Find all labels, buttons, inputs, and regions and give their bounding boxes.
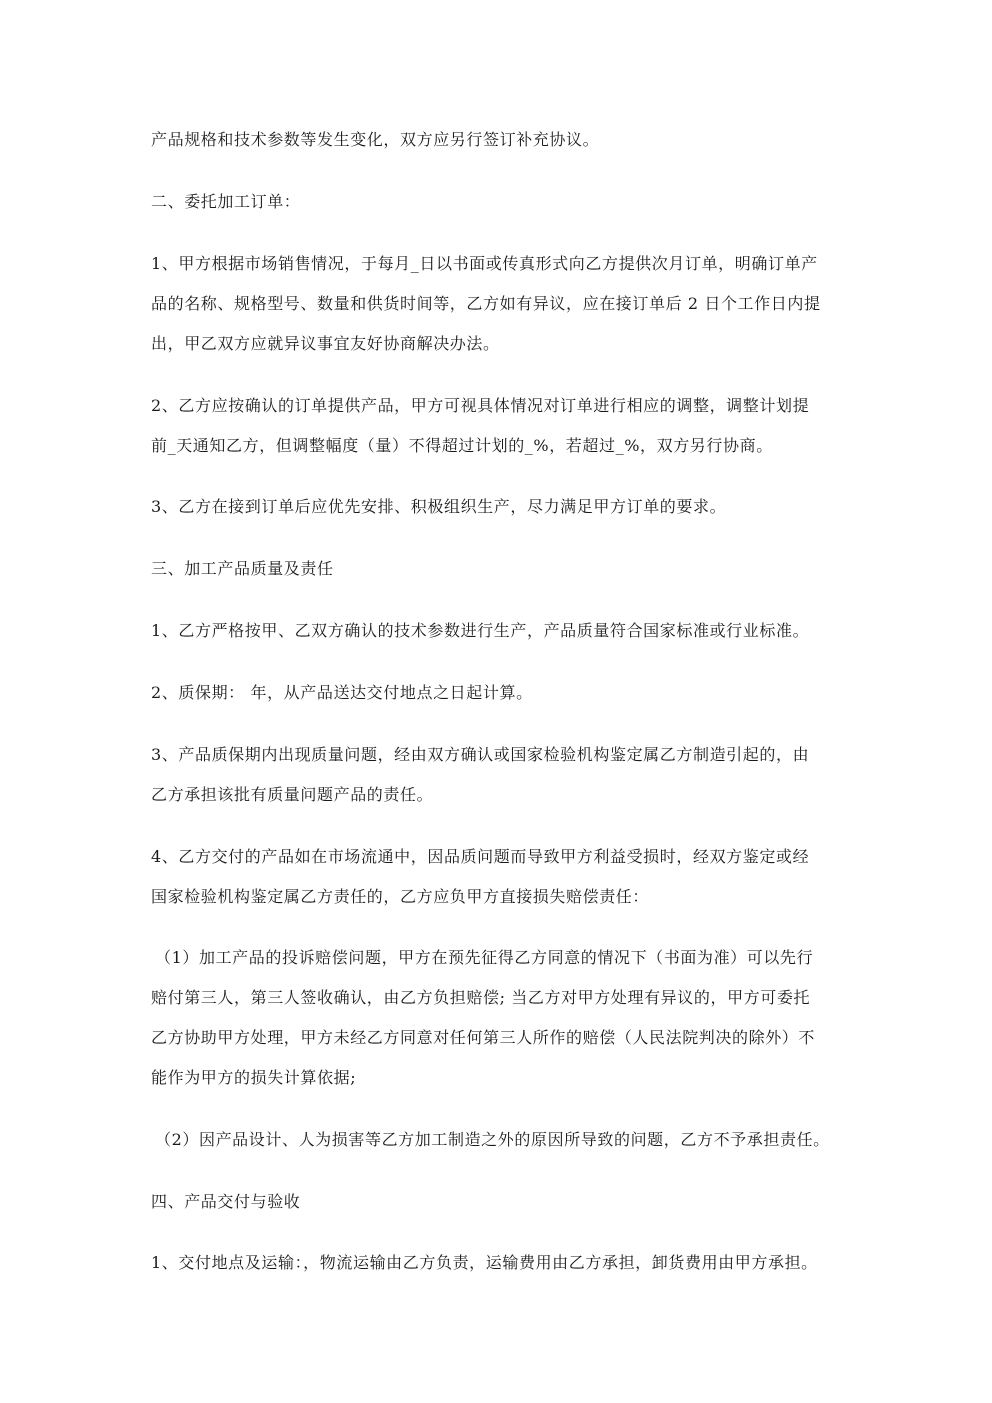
text-line: 3、产品质保期内出现质量问题，经由双方确认或国家检验机构鉴定属乙方制造引起的，由 bbox=[151, 745, 810, 764]
text-line: 4、乙方交付的产品如在市场流通中，因品质问题而导致甲方利益受损时，经双方鉴定或经 bbox=[151, 847, 810, 866]
text-line: （1）加工产品的投诉赔偿问题，甲方在预先征得乙方同意的情况下（书面为准）可以先行 bbox=[155, 948, 814, 967]
text-line: 1、交付地点及运输：，物流运输由乙方负责，运输费用由乙方承担，卸货费用由甲方承担。 bbox=[151, 1253, 818, 1272]
section-heading: 三、加工产品质量及责任 bbox=[151, 559, 334, 578]
section-heading: 四、产品交付与验收 bbox=[151, 1192, 301, 1211]
text-line: 3、乙方在接到订单后应优先安排、积极组织生产，尽力满足甲方订单的要求。 bbox=[151, 497, 727, 516]
text-line: （2）因产品设计、人为损害等乙方加工制造之外的原因所导致的问题，乙方不予承担责任。 bbox=[155, 1130, 830, 1149]
text-line: 能作为甲方的损失计算依据; bbox=[151, 1068, 357, 1087]
text-line: 赔付第三人，第三人签收确认，由乙方负担赔偿; 当乙方对甲方处理有异议的，甲方可委托 bbox=[151, 988, 811, 1007]
text-line: 2、乙方应按确认的订单提供产品，甲方可视具体情况对订单进行相应的调整，调整计划提 bbox=[151, 396, 810, 415]
text-line: 产品规格和技术参数等发生变化，双方应另行签订补充协议。 bbox=[151, 130, 600, 149]
text-line: 乙方承担该批有质量问题产品的责任。 bbox=[151, 785, 434, 804]
text-line: 1、乙方严格按甲、乙双方确认的技术参数进行生产，产品质量符合国家标准或行业标准。 bbox=[151, 621, 810, 640]
text-line: 品的名称、规格型号、数量和供货时间等，乙方如有异议，应在接订单后 2 日个工作日内提 bbox=[151, 294, 821, 313]
section-heading: 二、委托加工订单： bbox=[151, 192, 301, 211]
text-line: 出，甲乙双方应就异议事宜友好协商解决办法。 bbox=[151, 334, 500, 353]
text-line: 前_天通知乙方，但调整幅度（量）不得超过计划的_%，若超过_%，双方另行协商。 bbox=[151, 436, 773, 455]
text-line: 国家检验机构鉴定属乙方责任的，乙方应负甲方直接损失赔偿责任： bbox=[151, 887, 650, 906]
text-line: 1、甲方根据市场销售情况，于每月_日以书面或传真形式向乙方提供次月订单，明确订单产 bbox=[151, 254, 818, 273]
text-line: 2、质保期： 年，从产品送达交付地点之日起计算。 bbox=[151, 683, 533, 702]
text-line: 乙方协助甲方处理，甲方未经乙方同意对任何第三人所作的赔偿（人民法院判决的除外）不 bbox=[151, 1028, 816, 1047]
